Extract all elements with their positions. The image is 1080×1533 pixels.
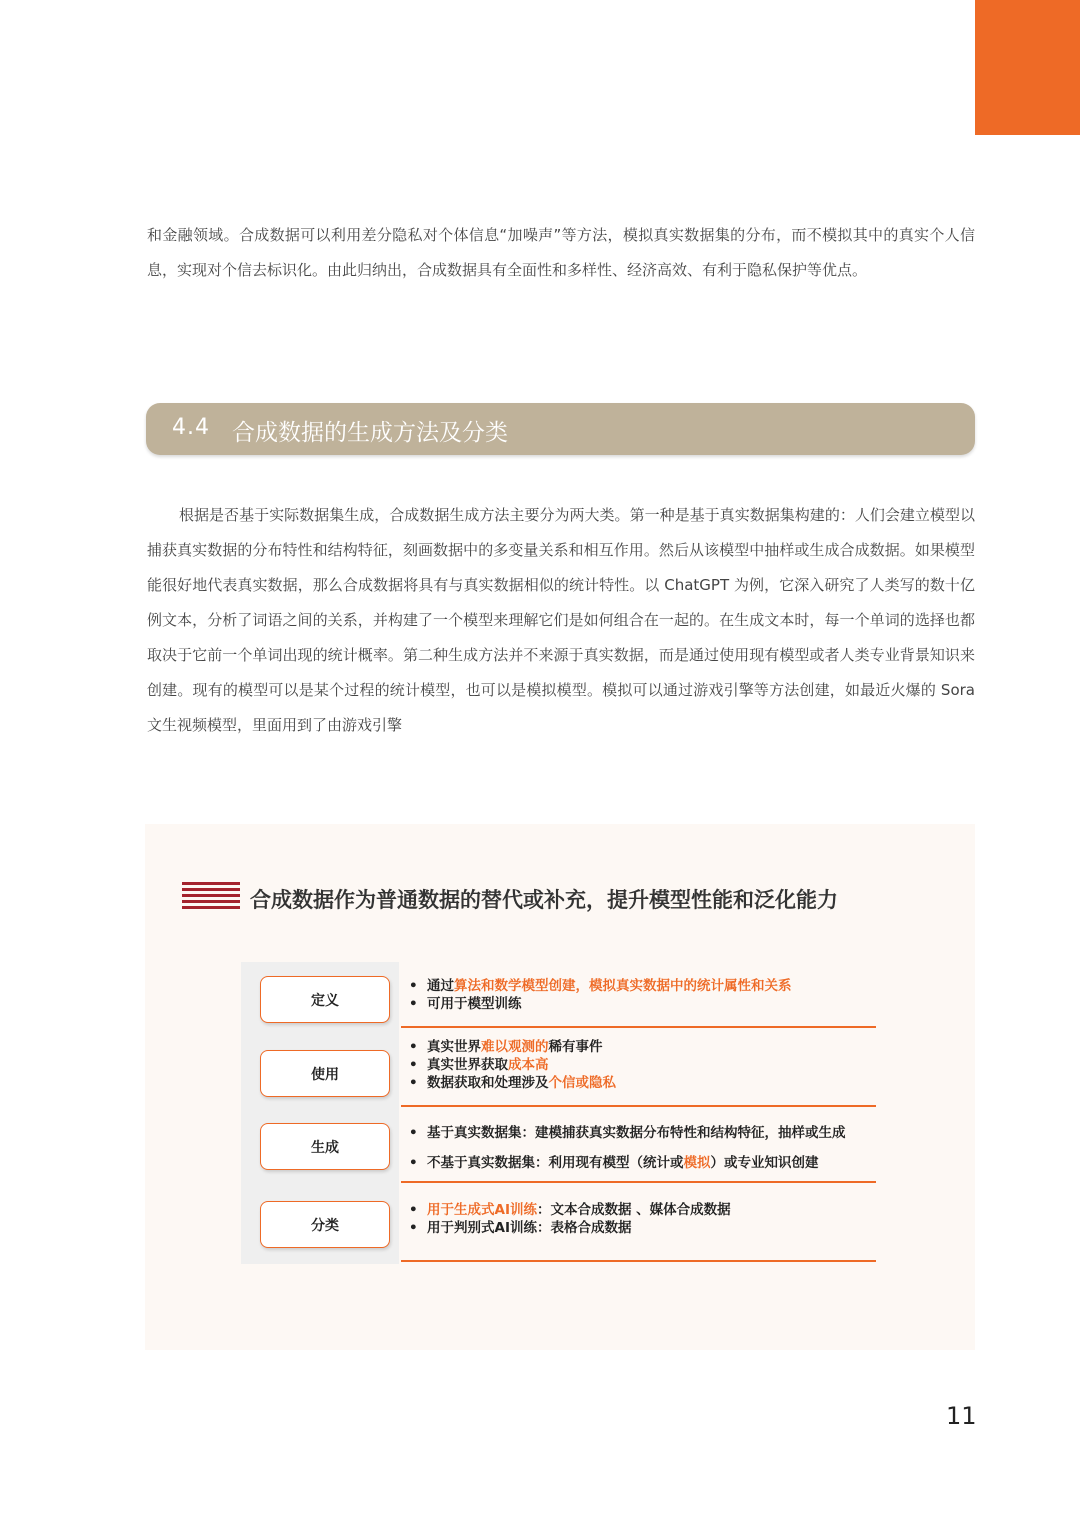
bullet-item: • 用于判别式AI训练：表格合成数据	[407, 1219, 731, 1237]
bullet-item: • 真实世界难以观测的稀有事件	[407, 1038, 616, 1056]
row-definition-bullets	[407, 977, 792, 1013]
label-usage: 使用	[260, 1050, 390, 1097]
label-definition: 定义	[260, 976, 390, 1023]
bullet-item: • 用于生成式AI训练：文本合成数据 、媒体合成数据	[407, 1201, 731, 1219]
row-divider	[401, 1105, 876, 1107]
bullet-item: • 数据获取和处理涉及个信或隐私	[407, 1074, 616, 1092]
row-divider	[401, 1181, 876, 1183]
section-heading-bar	[146, 403, 975, 455]
bullet-item: • 不基于真实数据集：利用现有模型（统计或模拟）或专业知识创建	[407, 1148, 846, 1178]
row-classification-bullets	[407, 1201, 731, 1237]
corner-accent-block	[975, 0, 1080, 135]
row-divider	[401, 1026, 876, 1028]
bullet-item: • 可用于模型训练	[407, 995, 792, 1013]
striped-bars-icon	[182, 882, 240, 916]
figure-panel	[145, 824, 975, 1350]
section-number: 4.4	[172, 415, 210, 440]
figure-title: 合成数据作为普通数据的替代或补充，提升模型性能和泛化能力	[250, 888, 838, 912]
paragraph-1: 和金融领域。合成数据可以利用差分隐私对个体信息“加噪声”等方法，模拟真实数据集的分布，而不模拟其中的真实个人信息，实现对个信去标识化。由此归纳出，合成数据具有全面性和多样性、经济高效、有利于隐私保护等优点。	[147, 226, 975, 279]
row-usage-bullets	[407, 1038, 616, 1092]
section-title: 合成数据的生成方法及分类	[232, 420, 508, 446]
paragraph-2: 根据是否基于实际数据集生成，合成数据生成方法主要分为两大类。第一种是基于真实数据集构建的：人们会建立模型以捕获真实数据的分布特性和结构特征，刻画数据中的多变量关系和相互作用。然后从该模型中抽样或生成合成数据。如果模型能很好地代表真实数据，那么合成数据将具有与真实数据相似的统计特性。以 ChatGPT 为例，它深入研究了人类写的数十亿例文本，分析了词语之间的关系，并构建了一个模型来理解它们是如何组合在一起的。在生成文本时，每一个单词的选择也都取决于它前一个单词出现的统计概率。第二种生成方法并不来源于真实数据，而是通过使用现有模型或者人类专业背景知识来创建。现有的模型可以是某个过程的统计模型，也可以是模拟模型。模拟可以通过游戏引擎等方法创建，如最近火爆的 Sora 文生视频模型，里面用到了由游戏引擎	[147, 506, 975, 734]
row-divider	[401, 1260, 876, 1262]
label-generation: 生成	[260, 1123, 390, 1170]
row-generation-bullets	[407, 1118, 846, 1178]
labels-column	[241, 962, 399, 1264]
page-number: 11	[946, 1402, 977, 1430]
label-classification: 分类	[260, 1201, 390, 1248]
bullet-item: • 通过算法和数学模型创建，模拟真实数据中的统计属性和关系	[407, 977, 792, 995]
bullet-item: • 真实世界获取成本高	[407, 1056, 616, 1074]
bullet-item: • 基于真实数据集：建模捕获真实数据分布特性和结构特征，抽样或生成	[407, 1118, 846, 1148]
